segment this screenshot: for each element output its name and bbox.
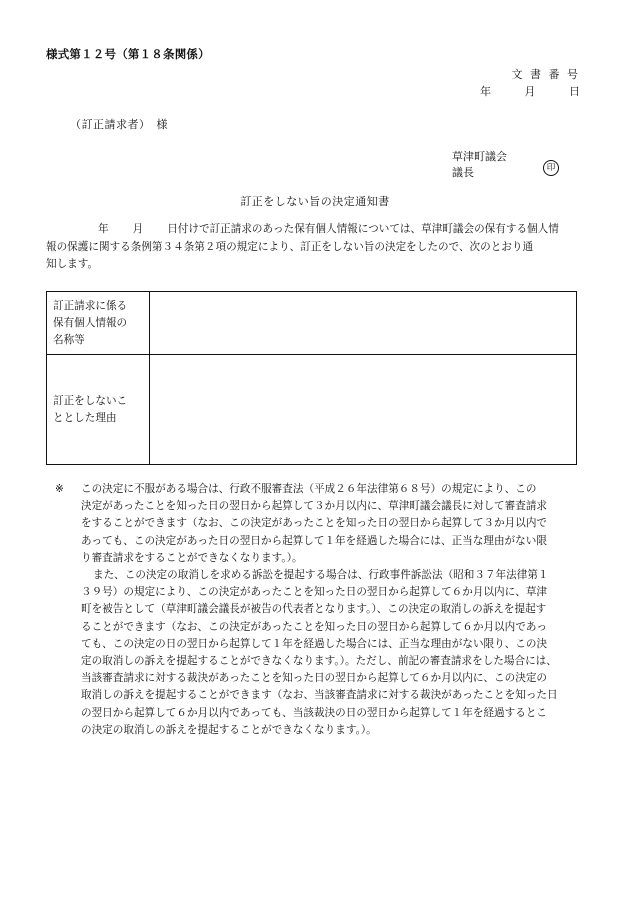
issuer-organization: 草津町議会 [452,150,507,163]
note-line: 当該審査請求に対する裁決があったことを知った日の翌日から起算して６か月以内に、この決定の [81,672,548,685]
date-year-label: 年 [480,85,491,98]
issuer-title: 議長 [452,166,474,179]
table-row [47,355,577,465]
note-line: 決定があったことを知った日の翌日から起算して３か月以内に、草津町議会議長に対して審査請求 [81,500,548,513]
label-line: ととした理由 [53,411,117,424]
note-line: また、この決定の取消しを求める訴訟を提起する場合は、行政事件訴訟法（昭和３７年法律第１ [93,569,549,582]
value-cell-reason [150,355,577,465]
document-title: 訂正をしない旨の決定通知書 [240,195,390,208]
intro-year: 年 [98,223,109,235]
note-line: ても、この決定の日の翌日から起算して１年を経過した場合には、正当な理由がない限り、この決 [81,637,548,650]
note-line: ３９号）の規定により、この決定があったことを知った日の翌日から起算して６か月以内に、草津 [81,586,548,599]
date-line [480,83,580,99]
note-line: ることができます（なお、この決定があったことを知った日の翌日から起算して６か月以内であっ [81,620,547,633]
label-line: 訂正をしないこ [53,394,128,407]
note-line: をすることができます（なお、この決定があったことを知った日の翌日から起算して３か月以内で [81,517,548,530]
note-line: 町を被告として（草津町議会議長が被告の代表者となります。）、この決定の取消しの訴えを提起す [81,603,547,616]
intro-paragraph [46,221,582,274]
note-line: り審査請求をすることができなくなります。）。 [81,551,303,564]
table-row [47,292,577,355]
intro-month: 月 [132,223,144,235]
label-line: 名称等 [53,333,85,346]
note-line: の決定の取消しの訴えを提起することができなくなります。）。 [81,723,377,736]
info-table [46,291,577,465]
date-month-label: 月 [524,85,536,98]
date-day-label: 日 [569,85,580,98]
note-line: 定の取消しの訴えを提起することができなくなります。）。ただし、前記の審査請求をした場合には、 [81,655,557,668]
note-line: の翌日から起算して６か月以内であっても、当該裁決の日の翌日から起算して１年を経過するとこ [81,706,548,719]
label-cell-info-name [47,292,150,355]
note-section [55,481,585,739]
note-line: 取消しの訴えを提起することができます（なお、当該審査請求に対する裁決があったことを知った日 [81,689,558,702]
intro-line-1 [46,221,582,239]
form-number: 様式第１２号（第１８条関係） [46,47,210,61]
note-line: あっても、この決定があった日の翌日から起算して１年を経過した場合には、正当な理由がない限 [81,534,547,547]
intro-line-3: 知します。 [46,258,99,270]
intro-line-1-text: 日付けで訂正請求のあった保有個人情報については、草津町議会の保有する個人情 [167,223,559,235]
seal-mark: 印 [543,160,559,176]
label-line: 訂正請求に係る [53,299,128,312]
label-cell-reason [47,355,150,465]
addressee: （訂正請求者） 様 [70,118,168,131]
value-cell-info-name [150,292,577,355]
note-mark: ※ [55,483,64,495]
label-line: 保有個人情報の [53,316,128,329]
intro-line-2: 報の保護に関する条例第３４条第２項の規定により、訂正をしない旨の決定をしたので、次のとおり通 [46,240,534,253]
document-number-label: 文 書 番 号 [511,68,580,81]
note-line: ※ この決定に不服がある場合は、行政不服審査法（平成２６年法律第６８号）の規定により、この [55,481,585,498]
